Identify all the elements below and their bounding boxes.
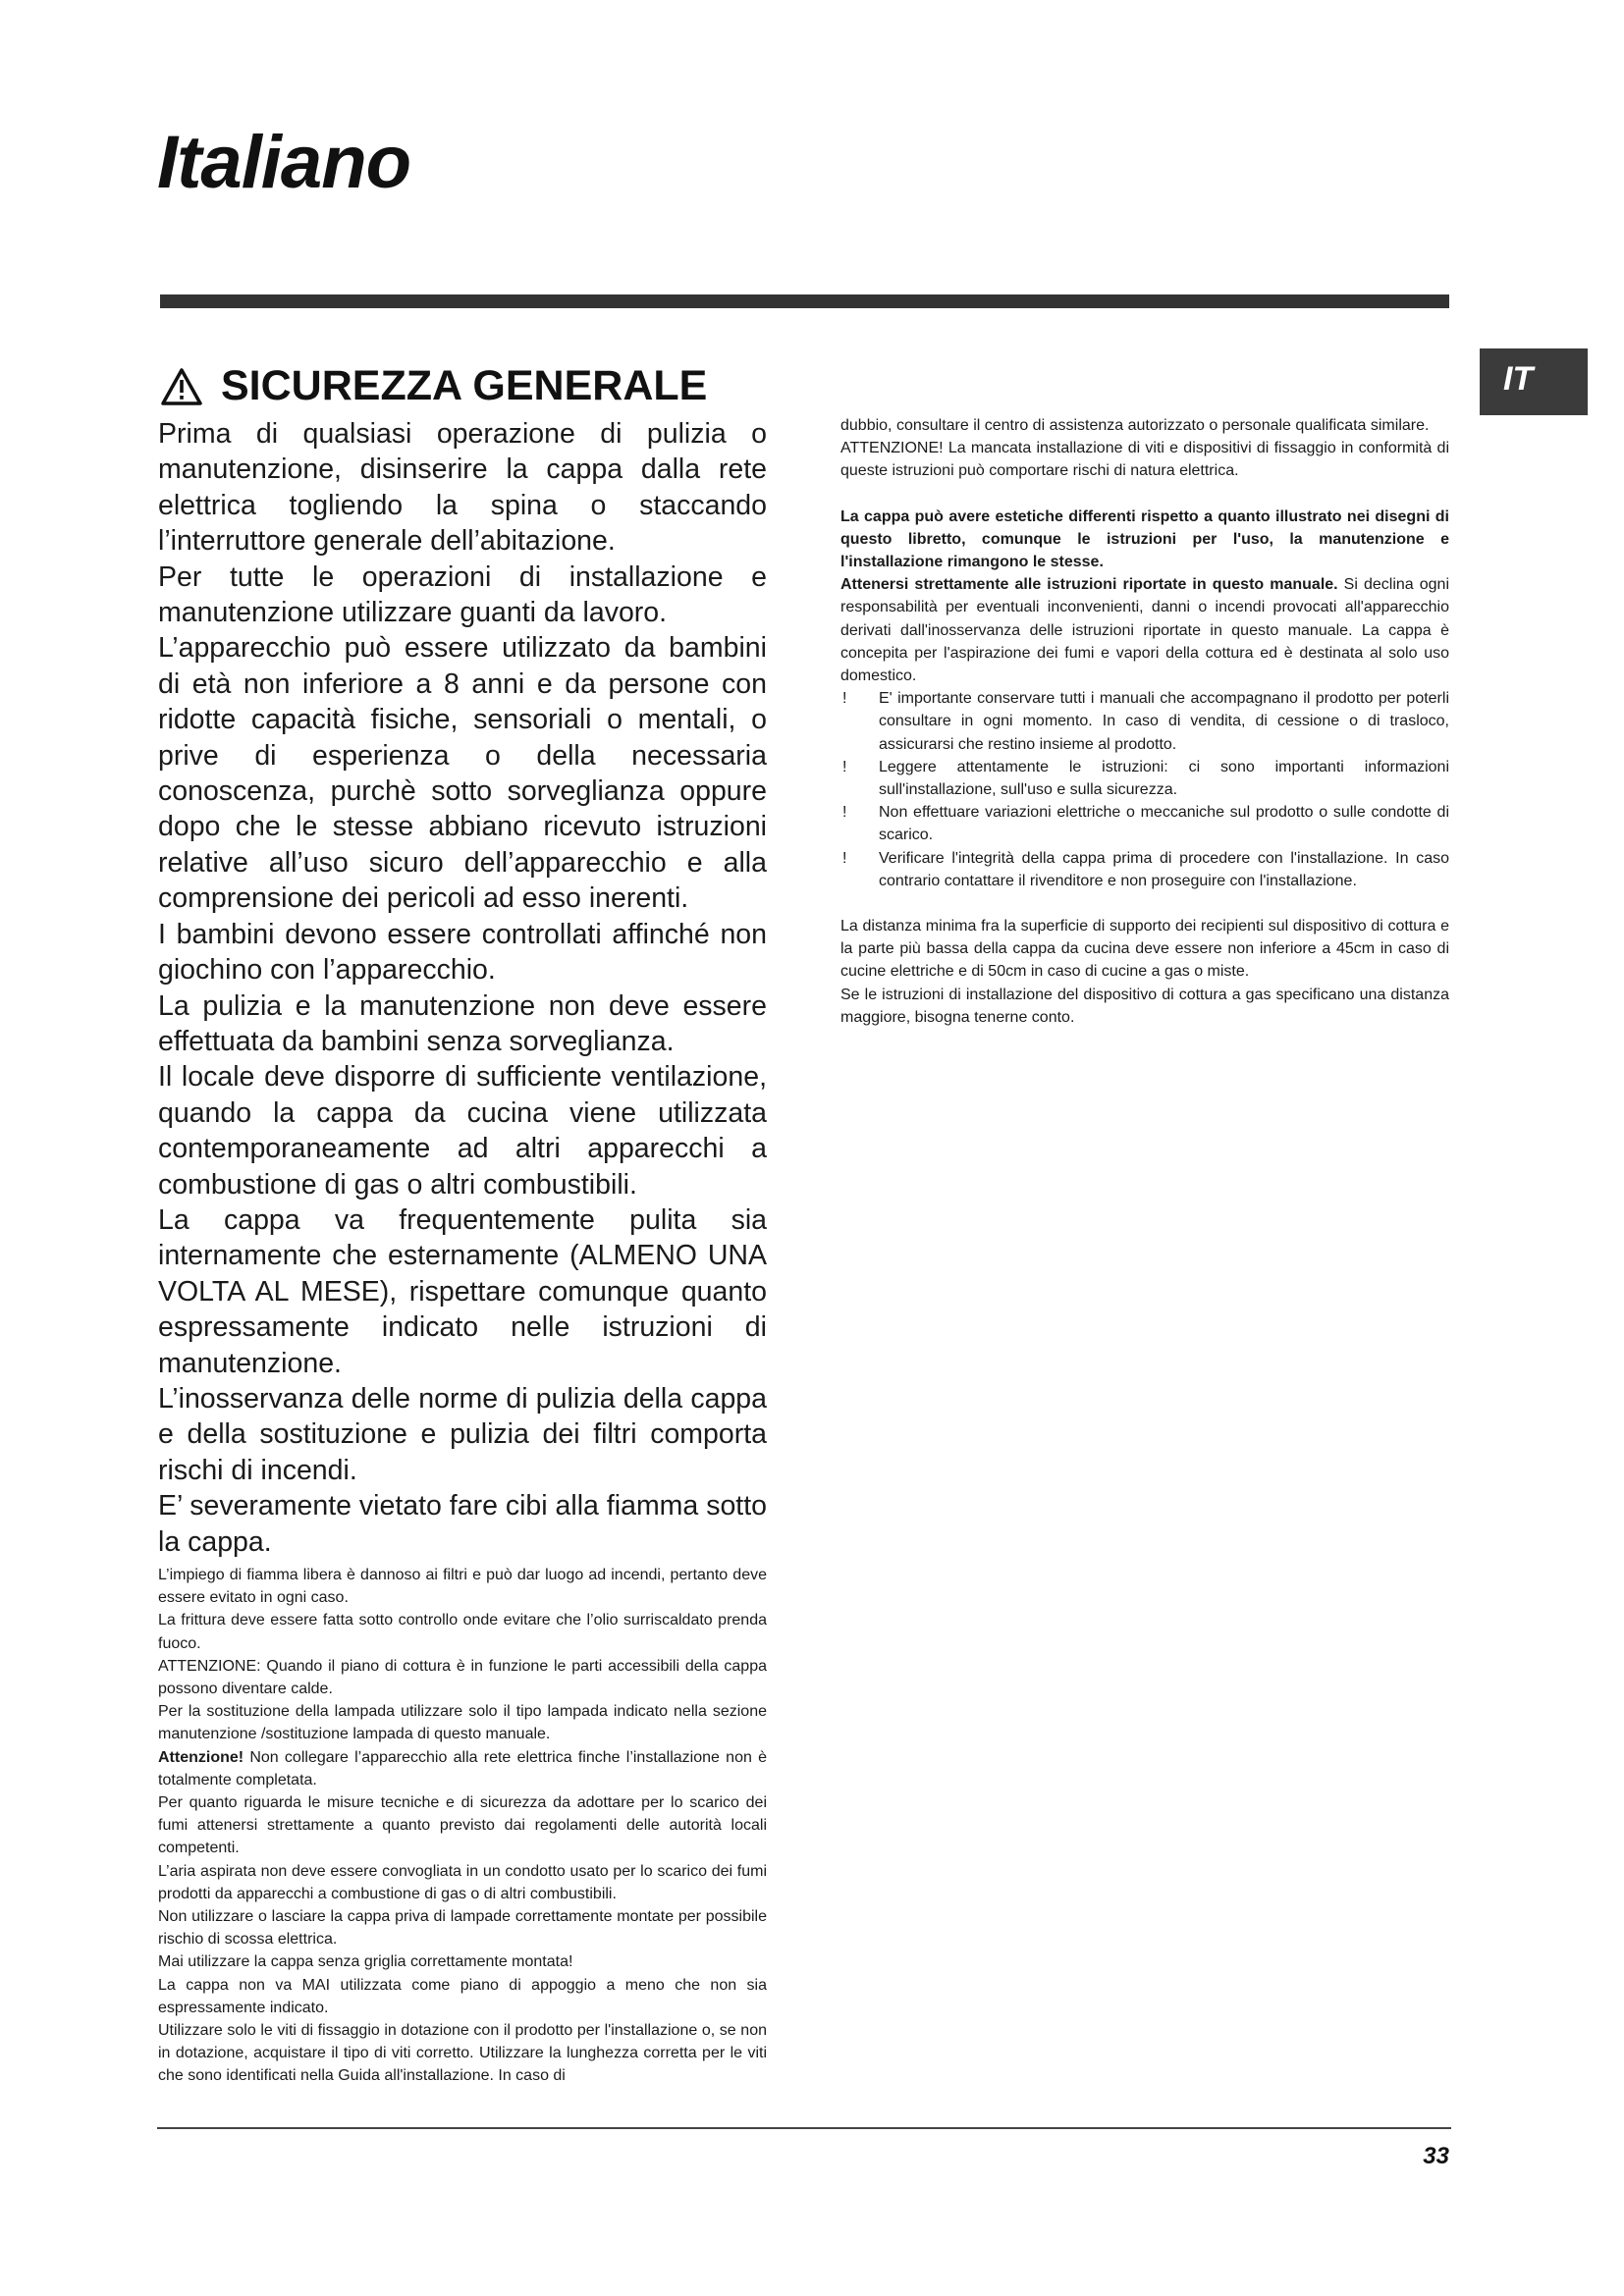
safety-paragraph: La cappa va frequentemente pulita sia internamente che esternamente (ALMENO UNA VOLTA AL MESE), rispettare comunque quanto espressamente indicato nelle istruzioni di manutenzione. xyxy=(158,1203,767,1379)
note-paragraph: L’impiego di fiamma libera è dannoso ai filtri e può dar luogo ad incendi, pertanto deve essere evitato in ogni caso. xyxy=(158,1567,767,1607)
exclamation-icon: ! xyxy=(842,804,847,822)
warning-list xyxy=(840,687,1449,892)
small-print-block xyxy=(158,1564,767,2088)
safety-paragraph: Prima di qualsiasi operazione di pulizia o manutenzione, disinserire la cappa dalla rete elettrica togliendo la spina o staccando l’interruttore generale dell’abitazione. xyxy=(158,418,767,558)
note-paragraph: L’aria aspirata non deve essere convogliata in un condotto usato per lo scarico dei fumi prodotti da apparecchi a combustione di gas o di altri combustibili. xyxy=(158,1862,767,1902)
distance-paragraph: La distanza minima fra la superficie di supporto dei recipienti sul dispositivo di cottura e la parte più bassa della cappa da cucina deve essere non inferiore a 45cm in caso di cucine elettriche e di 50cm in caso di cucine a gas o miste. xyxy=(840,918,1449,981)
exclamation-icon: ! xyxy=(842,758,847,775)
page-number: 33 xyxy=(1423,2143,1449,2169)
left-column xyxy=(158,416,767,2088)
warning-text: E' importante conservare tutti i manuali che accompagnano il prodotto per poterli consultare in ogni momento. In caso di vendita, di cessione o di trasloco, assicurarsi che restino insieme al prodotto. xyxy=(879,690,1449,753)
warning-item xyxy=(840,801,1449,846)
safety-paragraph: Per tutte le operazioni di installazione e manutenzione utilizzare guanti da lavoro. xyxy=(158,561,767,629)
warning-text: Verificare l'integrità della cappa prima di procedere con l'installazione. In caso contrario contattare il rivenditore e non proseguire con l'installazione. xyxy=(879,849,1449,889)
warning-item xyxy=(840,847,1449,892)
exclamation-icon: ! xyxy=(842,690,847,708)
note-paragraph: Utilizzare solo le viti di fissaggio in dotazione con il prodotto per l'installazione o, se non in dotazione, acquistare il tipo di viti corretto. Utilizzare la lunghezza corretta per le viti che sono identificati nella Guida all'installazione. In caso di xyxy=(158,2022,767,2085)
continuation-paragraph: dubbio, consultare il centro di assistenza autorizzato o personale qualificata similare. xyxy=(840,417,1430,434)
safety-paragraph: L’apparecchio può essere utilizzato da bambini di età non inferiore a 8 anni e da persone con ridotte capacità fisiche, sensoriali o mentali, o prive di esperienza o della necessaria conoscenza, purchè sotto sorveglianza oppure dopo che le stesse abbiano ricevuto istruzioni relative all’uso sicuro dell’apparecchio e alla comprensione dei pericoli ad esso inerenti. xyxy=(158,632,767,915)
note-paragraph: Mai utilizzare la cappa senza griglia correttamente montata! xyxy=(158,1953,573,1971)
note-paragraph: La cappa non va MAI utilizzata come piano di appoggio a meno che non sia espressamente indicato. xyxy=(158,1976,767,2016)
note-paragraph: ATTENZIONE: Quando il piano di cottura è in funzione le parti accessibili della cappa possono diventare calde. xyxy=(158,1657,767,1698)
safety-paragraph: L’inosservanza delle norme di pulizia della cappa e della sostituzione e pulizia dei filtri comporta rischi di incendi. xyxy=(158,1382,767,1486)
language-tab: IT xyxy=(1480,348,1588,415)
section-heading-text: SICUREZZA GENERALE xyxy=(221,362,708,409)
footer-divider xyxy=(157,2127,1451,2129)
warning-triangle-icon xyxy=(160,367,203,406)
safety-paragraph: E’ severamente vietato fare cibi alla fiamma sotto la cappa. xyxy=(158,1490,767,1558)
warning-item xyxy=(840,687,1449,756)
safety-paragraph: La pulizia e la manutenzione non deve essere effettuata da bambini senza sorveglianza. xyxy=(158,989,767,1057)
warning-text: Leggere attentamente le istruzioni: ci sono importanti informazioni sull'installazione, sull'uso e sulla sicurezza. xyxy=(879,758,1449,799)
header-divider xyxy=(160,294,1449,308)
exclamation-icon: ! xyxy=(842,849,847,867)
note-paragraph: Per la sostituzione della lampada utilizzare solo il tipo lampada indicato nella sezione manutenzione /sostituzione lampada di questo manuale. xyxy=(158,1703,767,1743)
note-paragraph: La frittura deve essere fatta sotto controllo onde evitare che l’olio surriscaldato prenda fuoco. xyxy=(158,1612,767,1652)
instructions-text: Si declina ogni responsabilità per eventuali inconvenienti, danni o incendi provocati all'apparecchio derivati dall'inosservanza delle istruzioni riportate in questo manuale. La cappa è concepita per l'aspirazione dei fumi e vapori della cottura ed è destinata al solo uso domestico. xyxy=(840,576,1450,685)
note-paragraph: Per quanto riguarda le misure tecniche e di sicurezza da adottare per lo scarico dei fumi attenersi strettamente a quanto previsto dai regolamenti delle autorità locali competenti. xyxy=(158,1794,767,1857)
section-heading xyxy=(160,362,708,409)
right-column xyxy=(840,414,1449,1029)
note-paragraph: Non utilizzare o lasciare la cappa priva di lampade correttamente montate per possibile rischio di scossa elettrica. xyxy=(158,1908,767,1949)
warning-item xyxy=(840,756,1449,801)
attention-text: Non collegare l’apparecchio alla rete elettrica finche l’installazione non è totalmente completata. xyxy=(158,1748,767,1789)
warning-text: Non effettuare variazioni elettriche o meccaniche sul prodotto o sulle condotte di scarico. xyxy=(879,804,1449,844)
safety-paragraph: I bambini devono essere controllati affinché non giochino con l’apparecchio. xyxy=(158,918,767,987)
distance-paragraph: Se le istruzioni di installazione del dispositivo di cottura a gas specificano una distanza maggiore, bisogna tenerne conto. xyxy=(840,986,1449,1026)
attention-fixing-paragraph: ATTENZIONE! La mancata installazione di viti e dispositivi di fissaggio in conformità di queste istruzioni può comportare rischi di natura elettrica. xyxy=(840,440,1449,480)
instructions-paragraph xyxy=(840,573,1449,687)
attention-label: Attenzione! xyxy=(158,1748,244,1766)
safety-paragraph: Il locale deve disporre di sufficiente ventilazione, quando la cappa da cucina viene utilizzata contemporaneamente ad altri apparecchi a combustione di gas o altri combustibili. xyxy=(158,1061,767,1201)
page-title: Italiano xyxy=(157,121,411,204)
attention-paragraph xyxy=(158,1746,767,1791)
design-notice: La cappa può avere estetiche differenti rispetto a quanto illustrato nei disegni di questo libretto, comunque le istruzioni per l'uso, la manutenzione e l'installazione rimangono le stesse. xyxy=(840,507,1449,571)
instructions-label: Attenersi strettamente alle istruzioni riportate in questo manuale. xyxy=(840,576,1338,594)
